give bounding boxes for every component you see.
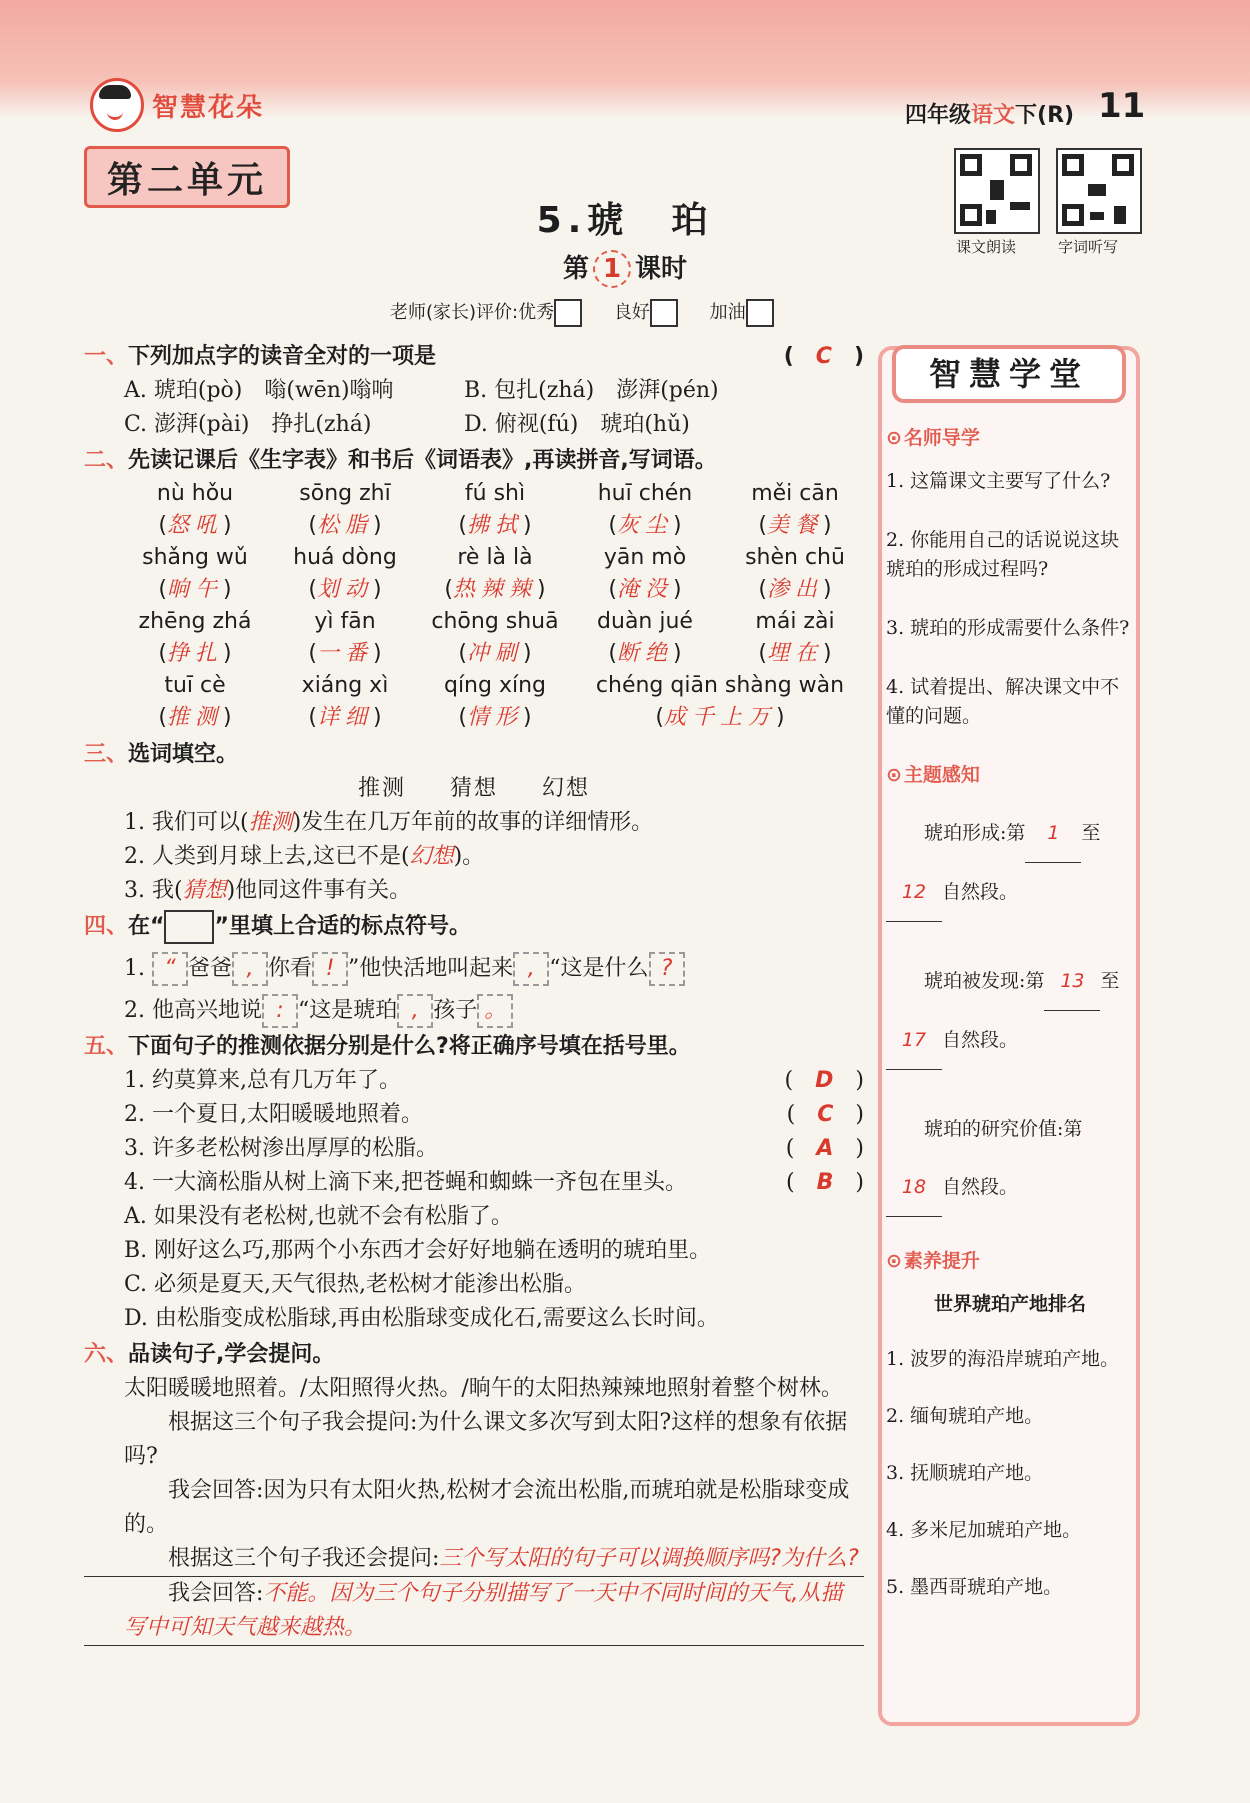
- s5-option-c: C. 必须是夏天,天气很热,老松树才能渗出松脂。: [124, 1272, 587, 1297]
- lesson-period: 第 1 课时: [0, 248, 1250, 288]
- mascot-icon: [90, 78, 144, 132]
- exercise-area: [84, 338, 864, 1646]
- s3-word-bank: 推测 猜想 幻想: [357, 776, 591, 801]
- s5-item-2: 2. 一个夏日,太阳暖暖地照着。 ( C ): [124, 1102, 864, 1127]
- s5-item-4: 4. 一大滴松脂从树上滴下来,把苍蝇和蜘蛛一齐包在里头。 ( B ): [124, 1170, 864, 1195]
- section-1-title: 一、下列加点字的读音全对的一项是 ( C ): [84, 344, 864, 369]
- rank-5: 5. 墨西哥琥珀产地。: [886, 1576, 1063, 1598]
- tag-literacy: ⊙ 素养提升: [886, 1247, 1134, 1276]
- s6-question: 根据这三个句子我会提问:为什么课文多次写到太阳?这样的想象有依据吗?: [124, 1410, 848, 1469]
- guide-4: 4. 试着提出、解决课文中不懂的问题。: [886, 676, 1120, 727]
- guide-1: 1. 这篇课文主要写了什么?: [886, 470, 1111, 492]
- qr-label-dictation: 字词听写: [1058, 238, 1119, 256]
- s5-item-3: 3. 许多老松树渗出厚厚的松脂。 ( A ): [124, 1136, 864, 1161]
- section-4-title: 四、在“ ”里填上合适的标点符号。: [84, 910, 864, 944]
- guide-2: 2. 你能用自己的话说说这块琥珀的形成过程吗?: [886, 529, 1120, 580]
- s3-q2: 2. 人类到月球上去,这已不是(幻想)。: [124, 844, 485, 869]
- theme-formation: 琥珀形成:第 1 至 12 自然段。: [886, 804, 1134, 922]
- s6-my-question: 根据这三个句子我还会提问:三个写太阳的句子可以调换顺序吗?为什么?: [84, 1542, 864, 1577]
- s3-q3: 3. 我(猜想)他同这件事有关。: [124, 878, 412, 903]
- s2-pinyin-grid: nù hǒu sōng zhī fú shì huī chén měi cān (怒吼) (松脂) (拂拭) (灰尘) (美餐) shǎng wǔ huá dòng rè là là yān mò shèn chū (晌午) (划动) (热辣辣) (淹没) (渗出) zhēng zhá yì fān chōng shuā duàn jué mái zài (挣扎) (一番) (冲刷) (断绝) (埋在) tuī cè xiáng xì qíng xíng chéng qiān shàng wàn (推测) (详细) (情形) (成千上万): [138, 481, 845, 730]
- brand-name: 智慧花朵: [152, 92, 265, 123]
- s5-item-1: 1. 约莫算来,总有几万年了。 ( D ): [124, 1068, 864, 1093]
- section-2-title: 二、先读记课后《生字表》和书后《词语表》,再读拼音,写词语。: [84, 448, 717, 473]
- s5-option-a: A. 如果没有老松树,也就不会有松脂了。: [124, 1204, 513, 1229]
- eval-good-box[interactable]: [650, 299, 678, 327]
- s5-option-d: D. 由松脂变成松脂球,再由松脂球变成化石,需要这么长时间。: [124, 1306, 719, 1331]
- s3-q1: 1. 我们可以(推测)发生在几万年前的故事的详细情形。: [124, 810, 654, 835]
- s5-option-b: B. 刚好这么巧,那两个小东西才会好好地躺在透明的琥珀里。: [124, 1238, 712, 1263]
- guide-3: 3. 琥珀的形成需要什么条件?: [886, 617, 1130, 639]
- s6-sentences: 太阳暖暖地照着。/太阳照得火热。/晌午的太阳热辣辣地照射着整个树林。: [124, 1376, 843, 1401]
- page-number: 11: [1098, 86, 1146, 126]
- rank-4: 4. 多米尼加琥珀产地。: [886, 1519, 1082, 1541]
- rank-title: 世界琥珀产地排名: [933, 1293, 1086, 1315]
- brand-logo: [90, 70, 264, 140]
- s4-line-1: 1. “ 爸爸 , 你看 ! ”他快活地叫起来 , “这是什么 ?: [84, 952, 864, 986]
- sidebar-body: [886, 418, 1134, 1630]
- eval-tryharder-box[interactable]: [746, 299, 774, 327]
- s1-answer: C: [815, 344, 832, 369]
- rank-2: 2. 缅甸琥珀产地。: [886, 1405, 1044, 1427]
- sidebar-title: 智慧学堂: [892, 345, 1126, 403]
- tag-guide: ⊙ 名师导学: [886, 424, 1134, 453]
- theme-discovery: 琥珀被发现:第 13 至 17 自然段。: [886, 952, 1134, 1070]
- rank-1: 1. 波罗的海沿岸琥珀产地。: [886, 1348, 1120, 1370]
- grade-label: 四年级语文下(R): [905, 103, 1075, 128]
- s6-my-answer: 我会回答:不能。因为三个句子分别描写了一天中不同时间的天气,从描写中可知天气越来越热。: [84, 1577, 864, 1646]
- evaluation-row: 老师(家长)评价:优秀 良好 加油: [390, 298, 800, 327]
- theme-value: 琥珀的研究价值:第18 自然段。: [886, 1100, 1134, 1217]
- eval-excellent-box[interactable]: [554, 299, 582, 327]
- qr-label-reading: 课文朗读: [956, 238, 1017, 256]
- section-3-title: 三、选词填空。: [84, 742, 239, 767]
- lesson-title: 5.琥 珀: [536, 200, 714, 241]
- section-6-title: 六、品读句子,学会提问。: [84, 1342, 335, 1367]
- s6-answer: 我会回答:因为只有太阳火热,松树才会流出松脂,而琥珀就是松脂球变成的。: [124, 1478, 850, 1537]
- s1-options: A. 琥珀(pò) 嗡(wēn)嗡响 B. 包扎(zhá) 澎湃(pén) C. 澎湃(pài) 挣扎(zhá) D. 俯视(fú) 琥珀(hǔ): [124, 378, 719, 437]
- s4-line-2: 2. 他高兴地说 : “这是琥珀 , 孩子 。: [84, 994, 864, 1028]
- rank-3: 3. 抚顺琥珀产地。: [886, 1462, 1044, 1484]
- section-5-title: 五、下面句子的推测依据分别是什么?将正确序号填在括号里。: [84, 1034, 691, 1059]
- tag-theme: ⊙ 主题感知: [886, 761, 1134, 790]
- unit-label: 第二单元: [84, 146, 290, 208]
